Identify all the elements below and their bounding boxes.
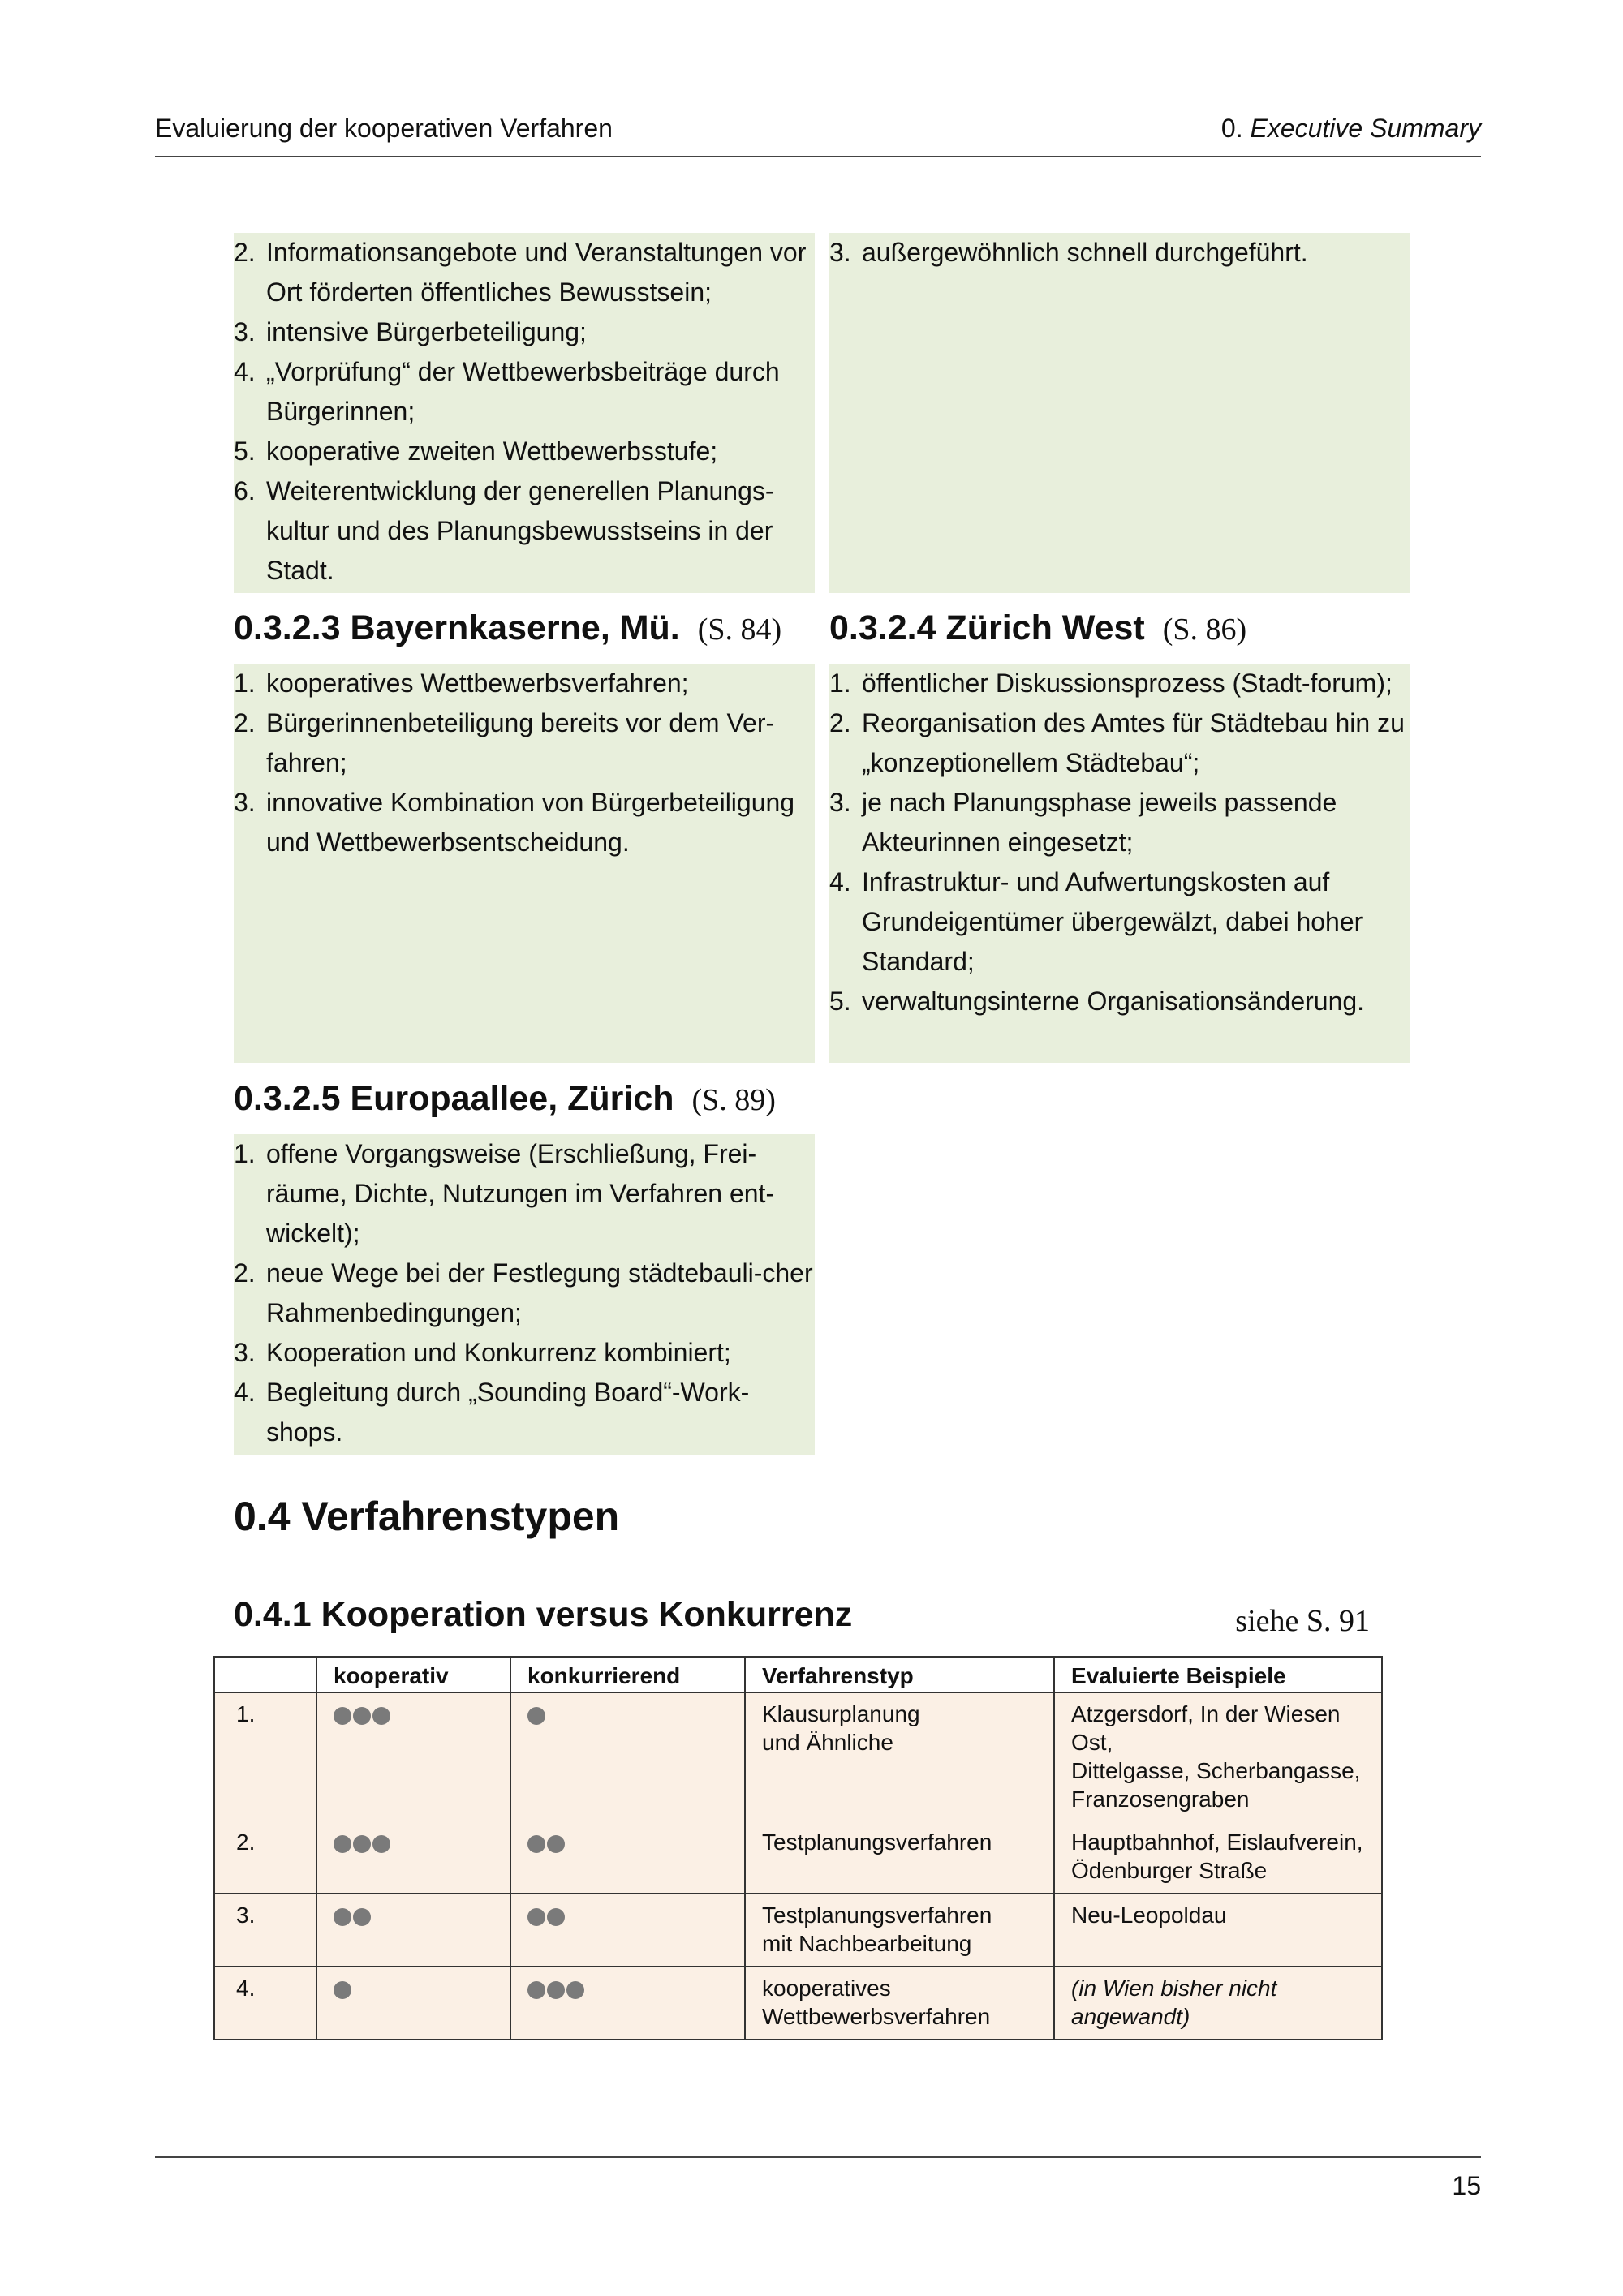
section-heading-kooperation-konkurrenz: 0.4.1 Kooperation versus Konkurrenz bbox=[234, 1595, 853, 1634]
column-header-konkurrierend: konkurrierend bbox=[510, 1657, 745, 1692]
list-zuerich-west bbox=[829, 664, 1410, 1021]
list-item: 1. öffentlicher Diskussionsprozess (Stadt-forum); bbox=[829, 669, 1393, 698]
list-item: 3. Kooperation und Konkurrenz kombiniert; bbox=[234, 1338, 731, 1367]
rating-dot bbox=[547, 1835, 565, 1853]
cell-verfahrenstyp: Testplanungsverfahren bbox=[745, 1821, 1054, 1894]
rating-dot bbox=[547, 1981, 565, 1999]
page-reference: (S. 86) bbox=[1162, 613, 1247, 647]
cell-verfahrenstyp: Klausurplanung und Ähnliche bbox=[745, 1692, 1054, 1821]
list-item: 2. Informationsangebote und Veranstaltungen vor Ort förderten öffentliches Bewusstsein; bbox=[234, 238, 807, 307]
page-reference: (S. 89) bbox=[691, 1083, 776, 1117]
section-heading-europaallee: 0.3.2.5 Europaallee, Zürich (S. 89) bbox=[234, 1079, 776, 1118]
cell-kooperativ bbox=[316, 1692, 510, 1821]
rating-dot bbox=[353, 1707, 371, 1725]
list-continued-right bbox=[829, 233, 1410, 273]
rating-dot bbox=[547, 1908, 565, 1926]
cell-beispiele: Neu-Leopoldau bbox=[1054, 1894, 1382, 1967]
summary-box-continued-right bbox=[829, 233, 1410, 593]
page-number: 15 bbox=[1452, 2171, 1481, 2200]
list-item: 4. „Vorprüfung“ der Wettbewerbsbeiträge durch Bürgerinnen; bbox=[234, 357, 780, 426]
list-item: 1. kooperatives Wettbewerbsverfahren; bbox=[234, 669, 689, 698]
list-item: 3. je nach Planungsphase jeweils passende Akteurinnen eingesetzt; bbox=[829, 788, 1337, 857]
list-item: 4. Begleitung durch „Sounding Board“-Work-shops. bbox=[234, 1378, 750, 1447]
list-item: 1. offene Vorgangsweise (Erschließung, Frei-räume, Dichte, Nutzungen im Verfahren ent-wickelt); bbox=[234, 1139, 775, 1248]
cell-number: 4. bbox=[214, 1967, 316, 2040]
rating-dot bbox=[334, 1707, 351, 1725]
rating-dot bbox=[372, 1835, 390, 1853]
header-chapter-number: 0. bbox=[1220, 114, 1243, 143]
list-continued-left bbox=[234, 233, 815, 591]
rating-dot bbox=[334, 1908, 351, 1926]
list-bayernkaserne bbox=[234, 664, 815, 862]
summary-box-europaallee bbox=[234, 1134, 815, 1455]
section-heading-zuerich-west: 0.3.2.4 Zürich West (S. 86) bbox=[829, 608, 1247, 647]
see-page-reference: siehe S. 91 bbox=[1235, 1604, 1370, 1638]
table-header-row bbox=[214, 1657, 1382, 1692]
section-heading-verfahrenstypen: 0.4 Verfahrenstypen bbox=[234, 1494, 620, 1539]
column-header-beispiele: Evaluierte Beispiele bbox=[1054, 1657, 1382, 1692]
list-item: 2. Reorganisation des Amtes für Städtebau hin zu „konzeptionellem Städtebau“; bbox=[829, 708, 1405, 777]
column-header-kooperativ: kooperativ bbox=[316, 1657, 510, 1692]
cell-verfahrenstyp: kooperatives Wettbewerbsverfahren bbox=[745, 1967, 1054, 2040]
rating-dot bbox=[566, 1981, 584, 1999]
cell-kooperativ bbox=[316, 1894, 510, 1967]
rating-dot bbox=[334, 1981, 351, 1999]
table-row bbox=[214, 1692, 1382, 1821]
rating-dot bbox=[527, 1835, 545, 1853]
rating-dot bbox=[353, 1835, 371, 1853]
list-item: 2. Bürgerinnenbeteiligung bereits vor dem Ver-fahren; bbox=[234, 708, 775, 777]
cell-beispiele: (in Wien bisher nicht angewandt) bbox=[1054, 1967, 1382, 2040]
cell-konkurrierend bbox=[510, 1894, 745, 1967]
header-chapter-title: Executive Summary bbox=[1250, 114, 1481, 143]
table-row bbox=[214, 1894, 1382, 1967]
rating-dot bbox=[527, 1981, 545, 1999]
column-header-verfahrenstyp: Verfahrenstyp bbox=[745, 1657, 1054, 1692]
cell-beispiele: Hauptbahnhof, Eislaufverein, Ödenburger Straße bbox=[1054, 1821, 1382, 1894]
header-document-title: Evaluierung der kooperativen Verfahren bbox=[155, 114, 613, 143]
column-header-number bbox=[214, 1657, 316, 1692]
list-item: 5. kooperative zweiten Wettbewerbsstufe; bbox=[234, 436, 718, 466]
table-row bbox=[214, 1967, 1382, 2040]
cell-kooperativ bbox=[316, 1821, 510, 1894]
cell-konkurrierend bbox=[510, 1967, 745, 2040]
cell-number: 1. bbox=[214, 1692, 316, 1821]
page-footer bbox=[155, 2156, 1481, 2200]
cell-number: 3. bbox=[214, 1894, 316, 1967]
list-item: 4. Infrastruktur- und Aufwertungskosten auf Grundeigentümer übergewälzt, dabei hoher Standard; bbox=[829, 867, 1363, 976]
verfahrenstypen-table bbox=[213, 1656, 1383, 2040]
rating-dot bbox=[527, 1707, 545, 1725]
cell-number: 2. bbox=[214, 1821, 316, 1894]
list-item: 3. intensive Bürgerbeteiligung; bbox=[234, 317, 587, 346]
cell-kooperativ bbox=[316, 1967, 510, 2040]
cell-beispiele: Atzgersdorf, In der Wiesen Ost, Dittelgasse, Scherbangasse, Franzosengraben bbox=[1054, 1692, 1382, 1821]
list-item: 2. neue Wege bei der Festlegung städtebauli-cher Rahmenbedingungen; bbox=[234, 1258, 813, 1327]
running-header bbox=[155, 114, 1481, 157]
list-item: 3. innovative Kombination von Bürgerbeteiligung und Wettbewerbsentscheidung. bbox=[234, 788, 795, 857]
summary-box-continued-left bbox=[234, 233, 815, 593]
summary-box-zuerich-west bbox=[829, 664, 1410, 1063]
header-chapter bbox=[1221, 114, 1481, 144]
rating-dot bbox=[527, 1908, 545, 1926]
cell-konkurrierend bbox=[510, 1821, 745, 1894]
rating-dot bbox=[334, 1835, 351, 1853]
cell-verfahrenstyp: Testplanungsverfahren mit Nachbearbeitung bbox=[745, 1894, 1054, 1967]
section-heading-bayernkaserne: 0.3.2.3 Bayernkaserne, Mü. (S. 84) bbox=[234, 608, 782, 647]
list-item: 5. verwaltungsinterne Organisationsänderung. bbox=[829, 987, 1365, 1016]
rating-dot bbox=[372, 1707, 390, 1725]
cell-konkurrierend bbox=[510, 1692, 745, 1821]
table-row bbox=[214, 1821, 1382, 1894]
list-europaallee bbox=[234, 1134, 815, 1452]
list-item: 3. außergewöhnlich schnell durchgeführt. bbox=[829, 238, 1308, 267]
rating-dot bbox=[353, 1908, 371, 1926]
summary-box-bayernkaserne bbox=[234, 664, 815, 1063]
page-reference: (S. 84) bbox=[697, 613, 782, 647]
list-item: 6. Weiterentwicklung der generellen Planungs-kultur und des Planungsbewusstseins in der Stadt. bbox=[234, 476, 774, 585]
